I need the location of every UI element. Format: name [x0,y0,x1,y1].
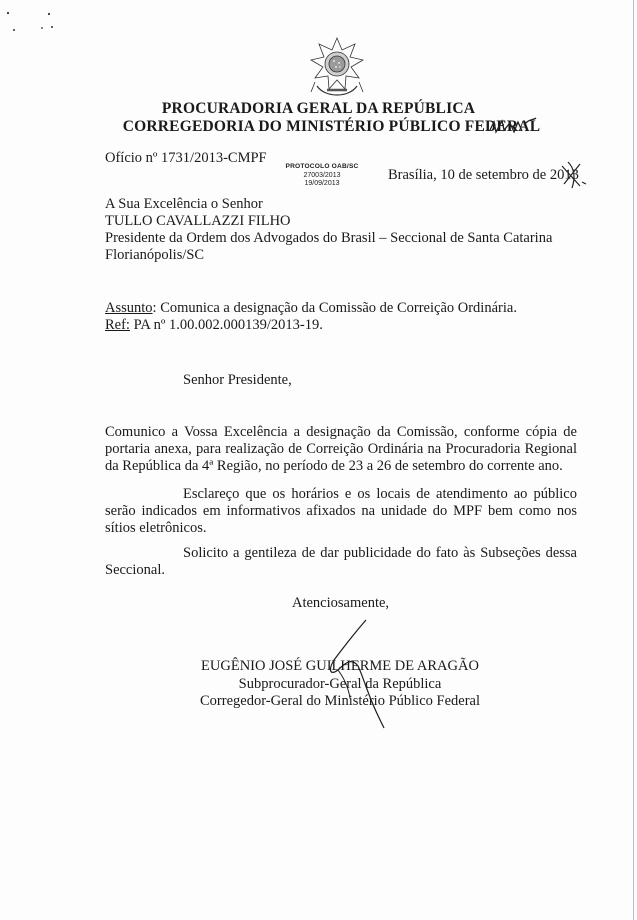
brazil-coat-of-arms-icon [305,36,369,102]
reference-text: PA nº 1.00.002.000139/2013-19. [129,317,323,333]
stamp-line-1: 27003/2013 [303,171,341,179]
subject-text: : Comunica a designação da Comissão de Correição Ordinária. [152,300,517,316]
letterhead [0,100,637,136]
closing: Atenciosamente, [292,595,390,611]
signatory-name: EUGÊNIO JOSÉ GUILHERME DE ARAGÃO [201,658,479,674]
body-paragraph-3 [105,545,577,579]
letterhead-line-2: CORREGEDORIA DO MINISTÉRIO PÚBLICO FEDERAL [122,118,541,135]
place-and-date: Brasília, 10 de setembro de 2013 [388,167,579,183]
protocol-stamp [282,163,362,189]
scan-specks [6,10,66,40]
page-edge-line [633,0,634,920]
signature-block [150,658,530,711]
document-number: Ofício nº 1731/2013-CMPF [105,150,267,166]
signatory-title-1: Subprocurador-Geral da República [238,675,442,692]
reference-line [105,317,323,334]
subject-label: Assunto [105,300,153,316]
paragraph-text: Comunico a Vossa Excelência a designação da Comissão, conforme cópia de portaria anexa, para realização de Correição Ordinária na Procuradoria Regional da República da 4ª Região, no período de 23 a 26 de setembro do corrente ano. [105,424,577,474]
body-paragraph-2 [105,486,577,537]
reference-label: Ref: [105,317,130,333]
recipient-salutation: A Sua Excelência o Senhor [105,196,263,212]
recipient-city: Florianópolis/SC [105,247,205,263]
subject-line [105,300,517,317]
body-paragraph-1 [105,424,577,475]
recipient-role: Presidente da Ordem dos Advogados do Brasil – Seccional de Santa Catarina [105,230,553,246]
paragraph-text: Esclareço que os horários e os locais de atendimento ao público serão indicados em informativos afixados na unidade do MPF bem como nos sítios eletrônicos. [105,486,577,536]
greeting: Senhor Presidente, [183,372,292,388]
stamp-line-2: 19/09/2013 [304,180,340,187]
signatory-title-2: Corregedor-Geral do Ministério Público Federal [200,693,480,709]
letterhead-line-1: PROCURADORIA GERAL DA REPÚBLICA [161,100,476,117]
stamp-title: PROTOCOLO OAB/SC [285,163,359,170]
recipient-name: TULLO CAVALLAZZI FILHO [105,213,291,229]
paragraph-text: Solicito a gentileza de dar publicidade do fato às Subseções dessa Seccional. [105,545,577,578]
handwritten-correction-mark [558,160,588,190]
handwritten-mark [488,116,538,138]
